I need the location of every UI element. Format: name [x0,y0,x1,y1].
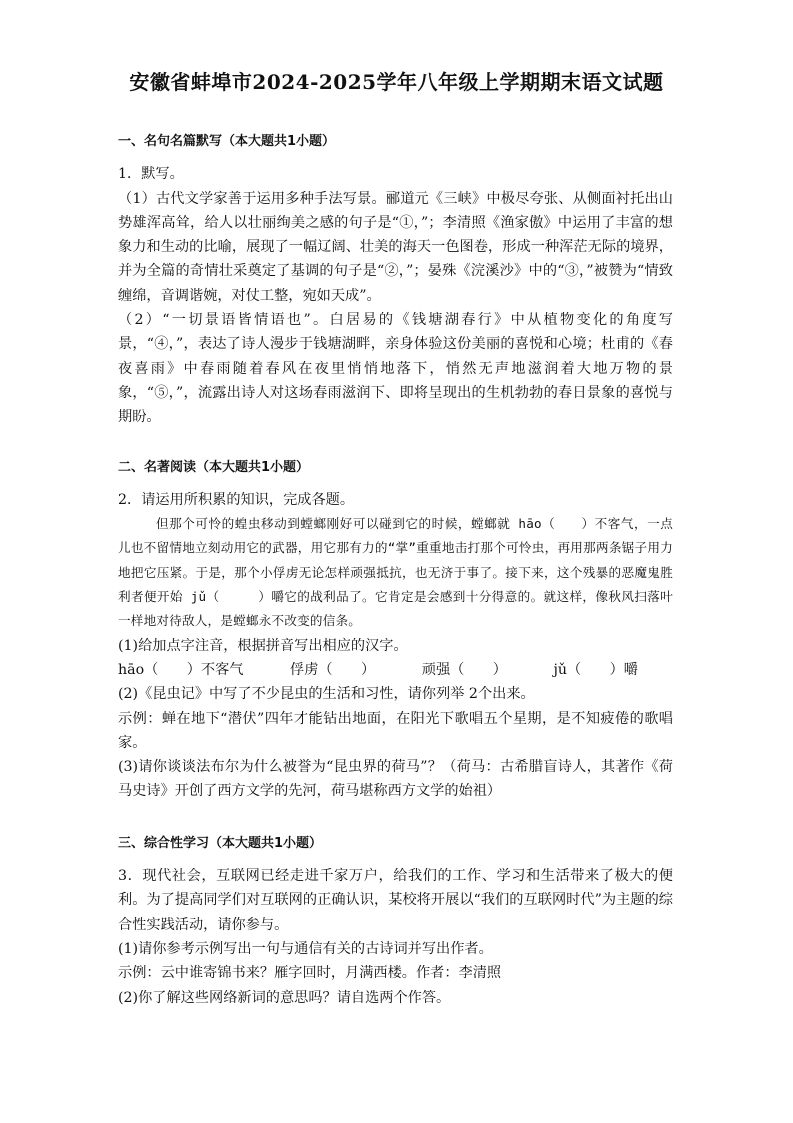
question-label: 3．现代社会，互联网已经走进千家万户，给我们的工作、学习和生活带来了极大的便利。为了提高同学们对互联网的正确认识，某校将开展以“我们的互联网时代”为主题的综合性实践活动，请你参与。 [118,868,673,933]
sub-question: (1)请你参考示例写出一句与通信有关的古诗词并写出作者。 [118,940,493,957]
question-paragraph: （1）古代文学家善于运用多种手法写景。郦道元《三峡》中极尽夸张、从侧面衬托出山势雄浑高耸，给人以壮丽绚美之感的句子是“①，”；李清照《渔家傲》中运用了丰富的想象力和生动的比喻，展现了一幅辽阔、壮美的海天一色图卷，形成一种浑茫无际的境界，并为全篇的奇情壮采奠定了基调的句子是“②，”；晏殊《浣溪沙》中的“③，”被赞为“情致缠绵，音调谐婉，对仗工整，宛如天成”。 [118,190,673,304]
pinyin-item: 顽强（ ） [421,661,507,678]
question-paragraph: （2）“一切景语皆情语也”。白居易的《钱塘湖春行》中从植物变化的角度写景，“④，”，表达了诗人漫步于钱塘湖畔，亲身体验这份美丽的喜悦和心境；杜甫的《春夜喜雨》中春雨随着春风在夜里悄悄地落下，悄然无声地滋润着大地万物的景象，“⑤，”，流露出诗人对这场春雨滋润下、即将呈现出的生机勃勃的春日景象的喜悦与期盼。 [118,312,673,426]
sub-question: (2)你了解这些网络新词的意思吗？请自选两个作答。 [118,989,451,1006]
section-heading: 一、名句名篇默写（本大题共1小题） [118,134,336,149]
question-label: 2．请运用所积累的知识，完成各题。 [118,491,355,508]
section-heading: 三、综合性学习（本大题共1小题） [118,835,323,851]
reading-excerpt: 但那个可怜的蝗虫移动到螳螂刚好可以碰到它的时候，螳螂就 hāo（ ）不客气，一点儿也不留情地立刻动用它的武器，用它那有力的“掌”重重地击打那个可怜虫，再用那两条锯子用力地把它压紧。于是，那个小俘虏无论怎样顽强抵抗，也无济于事了。接下来，这个残暴的恶魔鬼胜利者便开始 jǔ（ ）嚼它的战利品了。它肯定是会感到十分得意的。就这样，像秋风扫落叶一样地对待敌人，是螳螂永不改变的信条。 [118,516,673,629]
pinyin-item: hāo（ ）不客气 [118,661,244,678]
sub-question: (3)请你谈谈法布尔为什么被誉为“昆虫界的荷马”？（荷马：古希腊盲诗人，其著作《荷马史诗》开创了西方文学的先河，荷马堪称西方文学的始祖） [118,759,673,800]
section-1 [118,130,673,430]
example-text: 示例：云中谁寄锦书来？雁字回时，月满西楼。作者：李清照 [118,965,502,982]
exam-title: 安徽省蚌埠市2024-2025学年八年级上学期期末语文试题 [129,70,664,94]
example-text: 示例：蝉在地下“潜伏”四年才能钻出地面，在阳光下歌唱五个星期，是不知疲倦的歌唱家。 [118,710,673,751]
question-label: 1．默写。 [118,166,184,183]
pinyin-item: 俘虏（ ） [290,661,376,678]
section-2 [118,456,673,804]
section-heading: 二、名著阅读（本大题共1小题） [118,459,310,475]
pinyin-blanks [118,658,638,682]
sub-question: (2)《昆虫记》中写了不少昆虫的生活和习性，请你列举 2个出来。 [118,686,535,703]
pinyin-item: jǔ（ ）嚼 [553,661,638,678]
sub-question: (1)给加点字注音，根据拼音写出相应的汉字。 [118,637,408,654]
exam-content [118,130,673,1010]
section-3 [118,832,673,1010]
